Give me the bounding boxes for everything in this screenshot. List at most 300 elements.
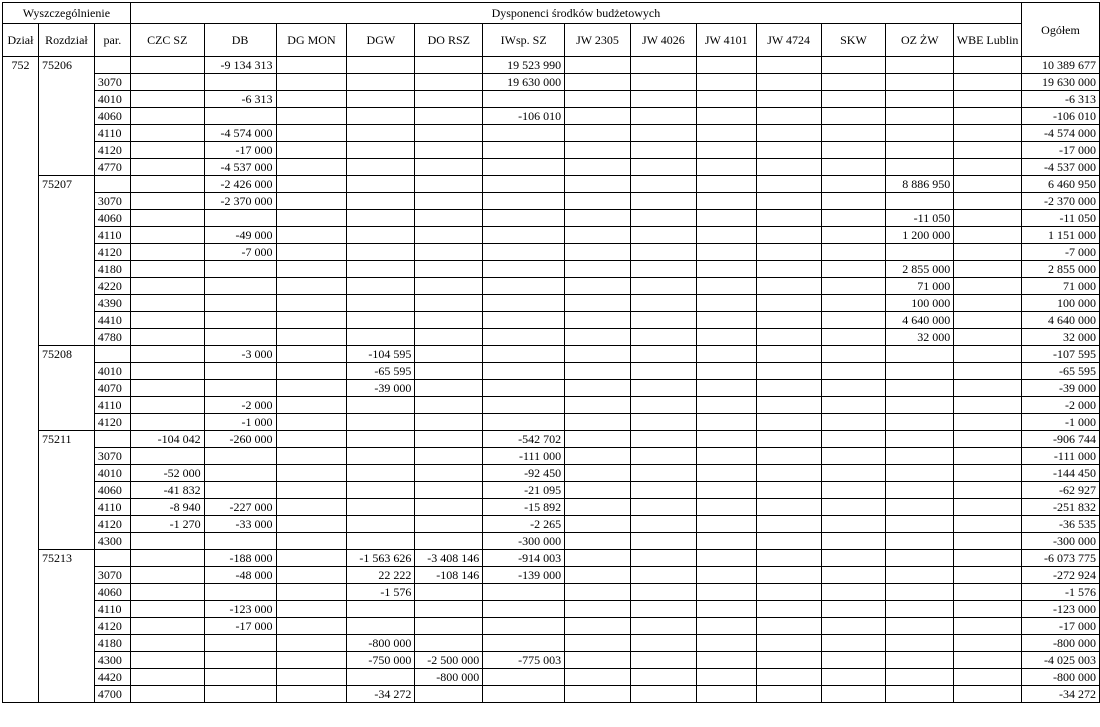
- value-cell: [130, 91, 204, 108]
- value-cell: [130, 329, 204, 346]
- value-cell: [483, 176, 565, 193]
- value-cell: [276, 533, 347, 550]
- value-cell: [565, 567, 631, 584]
- value-cell: [276, 482, 347, 499]
- value-cell: [696, 397, 756, 414]
- header-column: WBE Lublin: [954, 24, 1022, 57]
- value-cell: [696, 686, 756, 703]
- value-cell: [954, 516, 1022, 533]
- value-cell: [696, 533, 756, 550]
- value-cell: [886, 652, 954, 669]
- total-cell: -2 000: [1021, 397, 1099, 414]
- table-row: [3, 125, 1100, 142]
- total-cell: -34 272: [1021, 686, 1099, 703]
- header-column: DGW: [347, 24, 415, 57]
- value-cell: [696, 465, 756, 482]
- value-cell: [821, 210, 886, 227]
- value-cell: [347, 448, 415, 465]
- value-cell: [347, 176, 415, 193]
- value-cell: [415, 635, 483, 652]
- value-cell: [565, 125, 631, 142]
- value-cell: [886, 601, 954, 618]
- value-cell: [954, 686, 1022, 703]
- value-cell: [886, 618, 954, 635]
- value-cell: [276, 295, 347, 312]
- value-cell: [276, 159, 347, 176]
- value-cell: [756, 312, 821, 329]
- value-cell: -123 000: [204, 601, 276, 618]
- value-cell: [696, 584, 756, 601]
- value-cell: [756, 601, 821, 618]
- value-cell: [821, 91, 886, 108]
- value-cell: 32 000: [886, 329, 954, 346]
- value-cell: [696, 346, 756, 363]
- value-cell: [756, 244, 821, 261]
- value-cell: [565, 176, 631, 193]
- value-cell: [415, 346, 483, 363]
- value-cell: [630, 652, 696, 669]
- value-cell: 100 000: [886, 295, 954, 312]
- value-cell: [630, 329, 696, 346]
- value-cell: [954, 397, 1022, 414]
- value-cell: [415, 397, 483, 414]
- table-row: [3, 448, 1100, 465]
- header-ogolem: Ogółem: [1021, 3, 1099, 57]
- header-column: JW 2305: [565, 24, 631, 57]
- value-cell: [415, 125, 483, 142]
- value-cell: [415, 142, 483, 159]
- value-cell: [565, 346, 631, 363]
- value-cell: [821, 278, 886, 295]
- value-cell: [696, 567, 756, 584]
- value-cell: [565, 91, 631, 108]
- table-row: [3, 584, 1100, 601]
- value-cell: [565, 550, 631, 567]
- value-cell: -48 000: [204, 567, 276, 584]
- table-row: [3, 278, 1100, 295]
- value-cell: [954, 346, 1022, 363]
- table-row: [3, 380, 1100, 397]
- value-cell: [756, 176, 821, 193]
- value-cell: [130, 686, 204, 703]
- value-cell: [886, 686, 954, 703]
- value-cell: [276, 397, 347, 414]
- value-cell: -65 595: [347, 363, 415, 380]
- value-cell: [821, 431, 886, 448]
- value-cell: [130, 652, 204, 669]
- value-cell: [204, 635, 276, 652]
- par-cell: 4220: [94, 278, 130, 295]
- value-cell: [130, 57, 204, 74]
- value-cell: [415, 176, 483, 193]
- total-cell: -123 000: [1021, 601, 1099, 618]
- value-cell: [756, 193, 821, 210]
- value-cell: [630, 618, 696, 635]
- value-cell: [954, 227, 1022, 244]
- value-cell: [630, 74, 696, 91]
- header-column: JW 4101: [696, 24, 756, 57]
- value-cell: [696, 482, 756, 499]
- value-cell: [696, 669, 756, 686]
- total-cell: 71 000: [1021, 278, 1099, 295]
- par-cell: 4060: [94, 210, 130, 227]
- value-cell: [415, 516, 483, 533]
- total-cell: -1 000: [1021, 414, 1099, 431]
- value-cell: [347, 482, 415, 499]
- value-cell: [130, 210, 204, 227]
- header-column: JW 4026: [630, 24, 696, 57]
- value-cell: [756, 635, 821, 652]
- par-cell: 4300: [94, 533, 130, 550]
- value-cell: [696, 91, 756, 108]
- value-cell: [347, 669, 415, 686]
- value-cell: [347, 125, 415, 142]
- value-cell: [696, 227, 756, 244]
- value-cell: [696, 363, 756, 380]
- value-cell: -92 450: [483, 465, 565, 482]
- value-cell: [130, 244, 204, 261]
- value-cell: [483, 380, 565, 397]
- value-cell: -2 426 000: [204, 176, 276, 193]
- par-cell: 4420: [94, 669, 130, 686]
- value-cell: 22 222: [347, 567, 415, 584]
- header-row-columns: [3, 24, 1100, 57]
- total-cell: -4 574 000: [1021, 125, 1099, 142]
- value-cell: [204, 652, 276, 669]
- value-cell: [954, 465, 1022, 482]
- value-cell: [696, 244, 756, 261]
- value-cell: [130, 142, 204, 159]
- value-cell: [886, 244, 954, 261]
- value-cell: [630, 516, 696, 533]
- total-cell: -800 000: [1021, 669, 1099, 686]
- table-row: [3, 159, 1100, 176]
- value-cell: [756, 397, 821, 414]
- value-cell: [483, 346, 565, 363]
- value-cell: [630, 278, 696, 295]
- value-cell: [415, 193, 483, 210]
- value-cell: [821, 346, 886, 363]
- value-cell: -2 000: [204, 397, 276, 414]
- value-cell: [630, 57, 696, 74]
- value-cell: -106 010: [483, 108, 565, 125]
- value-cell: [630, 142, 696, 159]
- header-column: OZ ŻW: [886, 24, 954, 57]
- header-par: par.: [94, 24, 130, 57]
- value-cell: [630, 91, 696, 108]
- value-cell: [756, 363, 821, 380]
- value-cell: [565, 210, 631, 227]
- value-cell: [756, 482, 821, 499]
- value-cell: -9 134 313: [204, 57, 276, 74]
- value-cell: [276, 431, 347, 448]
- value-cell: [756, 142, 821, 159]
- value-cell: [756, 533, 821, 550]
- table-row: [3, 414, 1100, 431]
- value-cell: [415, 57, 483, 74]
- value-cell: [565, 159, 631, 176]
- par-cell: 4120: [94, 516, 130, 533]
- value-cell: [415, 584, 483, 601]
- value-cell: [276, 227, 347, 244]
- par-cell: 3070: [94, 193, 130, 210]
- value-cell: [886, 346, 954, 363]
- value-cell: [630, 312, 696, 329]
- value-cell: -300 000: [483, 533, 565, 550]
- table-row: [3, 329, 1100, 346]
- value-cell: [204, 584, 276, 601]
- value-cell: [954, 261, 1022, 278]
- value-cell: [696, 635, 756, 652]
- value-cell: [886, 142, 954, 159]
- value-cell: [954, 74, 1022, 91]
- value-cell: [204, 363, 276, 380]
- value-cell: [347, 142, 415, 159]
- value-cell: 2 855 000: [886, 261, 954, 278]
- value-cell: [821, 448, 886, 465]
- value-cell: [415, 91, 483, 108]
- value-cell: [630, 686, 696, 703]
- value-cell: [565, 652, 631, 669]
- value-cell: [954, 91, 1022, 108]
- value-cell: [204, 380, 276, 397]
- value-cell: [954, 312, 1022, 329]
- value-cell: [276, 261, 347, 278]
- value-cell: [696, 210, 756, 227]
- value-cell: [483, 159, 565, 176]
- rozdzial-cell: 75211: [38, 431, 94, 550]
- par-cell: 4110: [94, 499, 130, 516]
- value-cell: [756, 295, 821, 312]
- value-cell: [565, 448, 631, 465]
- value-cell: [347, 397, 415, 414]
- value-cell: [204, 533, 276, 550]
- value-cell: [821, 414, 886, 431]
- value-cell: [483, 618, 565, 635]
- value-cell: [347, 329, 415, 346]
- value-cell: [483, 210, 565, 227]
- total-cell: -17 000: [1021, 142, 1099, 159]
- value-cell: [565, 193, 631, 210]
- header-column: IWsp. SZ: [483, 24, 565, 57]
- value-cell: [130, 176, 204, 193]
- value-cell: [565, 686, 631, 703]
- table-row: [3, 550, 1100, 567]
- value-cell: [130, 227, 204, 244]
- value-cell: [696, 550, 756, 567]
- value-cell: [565, 414, 631, 431]
- table-row: [3, 312, 1100, 329]
- value-cell: [954, 601, 1022, 618]
- value-cell: -33 000: [204, 516, 276, 533]
- value-cell: [130, 261, 204, 278]
- table-row: [3, 567, 1100, 584]
- value-cell: [954, 176, 1022, 193]
- value-cell: [696, 499, 756, 516]
- value-cell: [483, 329, 565, 346]
- value-cell: [276, 652, 347, 669]
- value-cell: [415, 108, 483, 125]
- value-cell: [630, 431, 696, 448]
- value-cell: [276, 380, 347, 397]
- value-cell: [821, 363, 886, 380]
- value-cell: [565, 74, 631, 91]
- value-cell: [130, 584, 204, 601]
- total-cell: -144 450: [1021, 465, 1099, 482]
- value-cell: 19 630 000: [483, 74, 565, 91]
- value-cell: [954, 108, 1022, 125]
- value-cell: [483, 295, 565, 312]
- total-cell: -906 744: [1021, 431, 1099, 448]
- value-cell: [630, 397, 696, 414]
- value-cell: [565, 465, 631, 482]
- value-cell: [130, 380, 204, 397]
- value-cell: [415, 329, 483, 346]
- header-rozdzial: Rozdział: [38, 24, 94, 57]
- value-cell: [415, 159, 483, 176]
- value-cell: -17 000: [204, 142, 276, 159]
- value-cell: [276, 516, 347, 533]
- value-cell: [276, 584, 347, 601]
- value-cell: [821, 465, 886, 482]
- value-cell: [756, 414, 821, 431]
- total-cell: -106 010: [1021, 108, 1099, 125]
- value-cell: [347, 74, 415, 91]
- table-header: [3, 3, 1100, 57]
- value-cell: [886, 669, 954, 686]
- value-cell: [347, 516, 415, 533]
- value-cell: [130, 108, 204, 125]
- rozdzial-cell: 75206: [38, 57, 94, 176]
- value-cell: [756, 91, 821, 108]
- value-cell: -775 003: [483, 652, 565, 669]
- value-cell: [347, 465, 415, 482]
- value-cell: [130, 635, 204, 652]
- value-cell: -111 000: [483, 448, 565, 465]
- value-cell: [565, 363, 631, 380]
- value-cell: [415, 244, 483, 261]
- total-cell: -17 000: [1021, 618, 1099, 635]
- value-cell: [565, 618, 631, 635]
- value-cell: [204, 448, 276, 465]
- value-cell: [276, 193, 347, 210]
- value-cell: [347, 312, 415, 329]
- value-cell: [954, 380, 1022, 397]
- value-cell: [347, 533, 415, 550]
- value-cell: [821, 482, 886, 499]
- value-cell: [483, 193, 565, 210]
- value-cell: [565, 380, 631, 397]
- total-cell: -111 000: [1021, 448, 1099, 465]
- header-column: DO RSZ: [415, 24, 483, 57]
- value-cell: -11 050: [886, 210, 954, 227]
- total-cell: -65 595: [1021, 363, 1099, 380]
- value-cell: [347, 431, 415, 448]
- value-cell: [756, 125, 821, 142]
- value-cell: -542 702: [483, 431, 565, 448]
- rozdzial-cell: 75208: [38, 346, 94, 431]
- value-cell: [276, 74, 347, 91]
- value-cell: [821, 635, 886, 652]
- value-cell: [276, 669, 347, 686]
- table-row: [3, 482, 1100, 499]
- value-cell: [276, 601, 347, 618]
- value-cell: -108 146: [415, 567, 483, 584]
- total-cell: -1 576: [1021, 584, 1099, 601]
- table-row: [3, 363, 1100, 380]
- value-cell: -2 265: [483, 516, 565, 533]
- total-cell: 4 640 000: [1021, 312, 1099, 329]
- value-cell: [821, 652, 886, 669]
- value-cell: [630, 244, 696, 261]
- value-cell: [415, 448, 483, 465]
- value-cell: [954, 550, 1022, 567]
- value-cell: -1 563 626: [347, 550, 415, 567]
- value-cell: [630, 482, 696, 499]
- value-cell: [415, 414, 483, 431]
- table-row: [3, 465, 1100, 482]
- value-cell: [756, 567, 821, 584]
- value-cell: [630, 448, 696, 465]
- value-cell: [130, 414, 204, 431]
- value-cell: [954, 567, 1022, 584]
- value-cell: [483, 227, 565, 244]
- value-cell: [483, 312, 565, 329]
- total-cell: -7 000: [1021, 244, 1099, 261]
- value-cell: [347, 227, 415, 244]
- value-cell: [756, 431, 821, 448]
- value-cell: [821, 550, 886, 567]
- value-cell: [204, 210, 276, 227]
- total-cell: 19 630 000: [1021, 74, 1099, 91]
- value-cell: [565, 142, 631, 159]
- value-cell: [276, 618, 347, 635]
- value-cell: [954, 295, 1022, 312]
- value-cell: [954, 533, 1022, 550]
- value-cell: [821, 74, 886, 91]
- value-cell: [630, 108, 696, 125]
- value-cell: [886, 397, 954, 414]
- total-cell: 32 000: [1021, 329, 1099, 346]
- value-cell: [821, 227, 886, 244]
- value-cell: [415, 431, 483, 448]
- total-cell: -4 537 000: [1021, 159, 1099, 176]
- table-row: [3, 397, 1100, 414]
- header-column: CZC SZ: [130, 24, 204, 57]
- value-cell: [630, 380, 696, 397]
- value-cell: [756, 380, 821, 397]
- value-cell: [204, 108, 276, 125]
- par-cell: 4120: [94, 142, 130, 159]
- value-cell: [886, 465, 954, 482]
- value-cell: [954, 142, 1022, 159]
- value-cell: [821, 618, 886, 635]
- value-cell: [756, 686, 821, 703]
- value-cell: [347, 57, 415, 74]
- value-cell: [886, 414, 954, 431]
- total-cell: 2 855 000: [1021, 261, 1099, 278]
- value-cell: [756, 669, 821, 686]
- value-cell: 19 523 990: [483, 57, 565, 74]
- header-column: DG MON: [276, 24, 347, 57]
- value-cell: -7 000: [204, 244, 276, 261]
- par-cell: 4060: [94, 108, 130, 125]
- value-cell: [630, 499, 696, 516]
- value-cell: [415, 465, 483, 482]
- total-cell: 100 000: [1021, 295, 1099, 312]
- value-cell: [565, 57, 631, 74]
- value-cell: [347, 601, 415, 618]
